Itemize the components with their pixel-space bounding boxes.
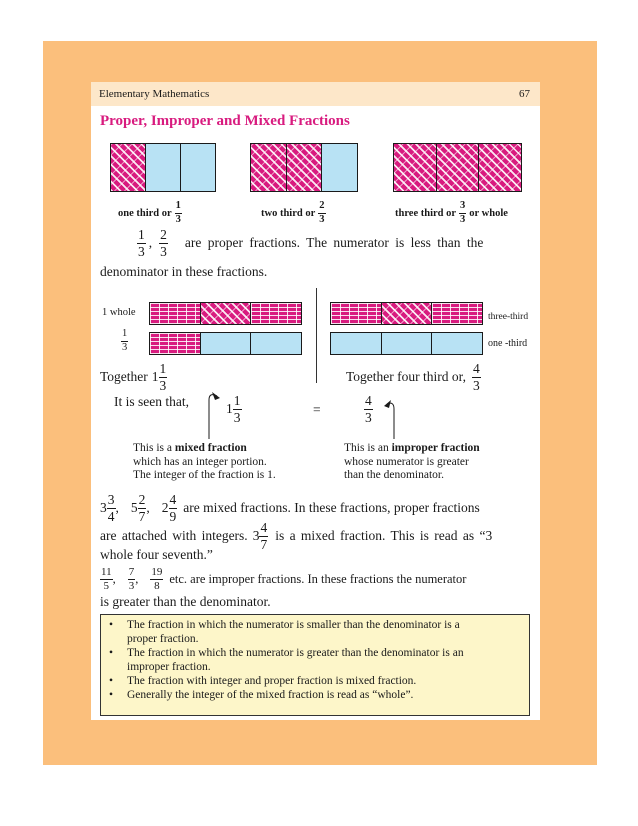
fraction: $\frac{1}{3}$ [159,361,167,393]
fraction: $\frac{7}{3}$ [128,566,135,592]
integer: 3 [252,528,260,543]
label-three-third: three-third [488,312,529,322]
fraction: $\frac{3}{4}$ [107,492,115,524]
fraction: $\frac{2}{3}$ [160,227,167,259]
bullet-icon: • [109,647,114,659]
fraction: $\frac{2}{7}$ [138,492,146,524]
comma: , [135,572,139,586]
arrowhead [384,400,391,408]
bullet-icon: • [109,619,114,631]
caption-text: two third or [261,207,316,219]
page-number: 67 [519,88,530,100]
fraction: $\frac{1}{3}$ [175,200,181,225]
fraction: $\frac{3}{3}$ [460,200,466,225]
integer: 3 [100,500,107,515]
equals-sign: = [313,402,321,417]
caption-tail: or whole [469,207,508,219]
list-item: • The fraction in which the numerator is smaller than the denominator is a proper fraction. [109,619,460,645]
comma: , [112,572,116,586]
caption-text: three third or [395,207,457,219]
comma: , [115,500,119,515]
mixed-line-3: whole four seventh.” [100,547,213,562]
seen-text: It is seen that, [114,394,189,409]
bullet-icon: • [109,675,114,687]
together-text: Together four third or, [346,369,466,384]
list-item: • The fraction in which the numerator is greater than the denominator is an improper fraction. [109,647,464,673]
fraction: $\frac{4}{9}$ [169,492,177,524]
list-item: • Generally the integer of the mixed fraction is read as “whole”. [109,689,414,701]
section-title: Proper, Improper and Mixed Fractions [100,113,350,129]
label-one-third-right: one -third [488,338,528,349]
comma: , [148,235,153,250]
fraction: $\frac{4}{7}$ [260,520,268,552]
label-one-whole: 1 whole [102,307,136,318]
fraction: $\frac{1}{3}$ [233,393,241,425]
mixed-line-1 [100,493,480,523]
mixed-text: are mixed fractions. In these fractions, proper fractions [183,500,480,515]
integer: 2 [161,500,169,515]
integer: 1 [151,369,159,384]
fraction: $\frac{11}{5}$ [101,566,112,592]
integer: 1 [226,401,233,416]
book-title: Elementary Mathematics [99,88,210,100]
improper-line-2: is greater than the denominator. [100,594,271,609]
note-improper: This is an improper fraction whose numerator is greater than the denominator. [344,442,480,481]
pointer-arrows [91,82,540,482]
summary-box [100,614,530,716]
fraction: $\frac{19}{8}$ [151,566,163,592]
arrowhead [212,392,220,400]
caption-text: one third or [118,207,172,219]
comma: , [146,500,150,515]
bullet-icon: • [109,689,114,701]
fraction: $\frac{1}{3}$ [122,328,128,353]
mixed-text: is a mixed fraction. This is read as “3 [275,528,493,543]
together-text: Together [100,369,148,384]
improper-line-1 [100,567,466,592]
integer: 5 [130,500,138,515]
mixed-text: are attached with integers. [100,528,248,543]
proper-line-2: denominator in these fractions. [100,264,268,279]
fraction: $\frac{4}{3}$ [365,393,372,425]
proper-text: are proper fractions. The numerator is less than the [184,235,484,250]
note-mixed: This is a mixed fraction which has an integer portion. The integer of the fraction is 1. [133,442,276,481]
textbook-page [91,82,540,720]
list-item: • The fraction with integer and proper fraction is mixed fraction. [109,675,417,687]
fraction: $\frac{2}{3}$ [319,200,325,225]
arrow-to-improper [387,403,394,439]
arrow-to-mixed [209,395,217,439]
fraction: $\frac{1}{3}$ [138,227,145,259]
fraction: $\frac{4}{3}$ [472,361,480,393]
improper-text: etc. are improper fractions. In these fractions the numerator [169,572,467,586]
